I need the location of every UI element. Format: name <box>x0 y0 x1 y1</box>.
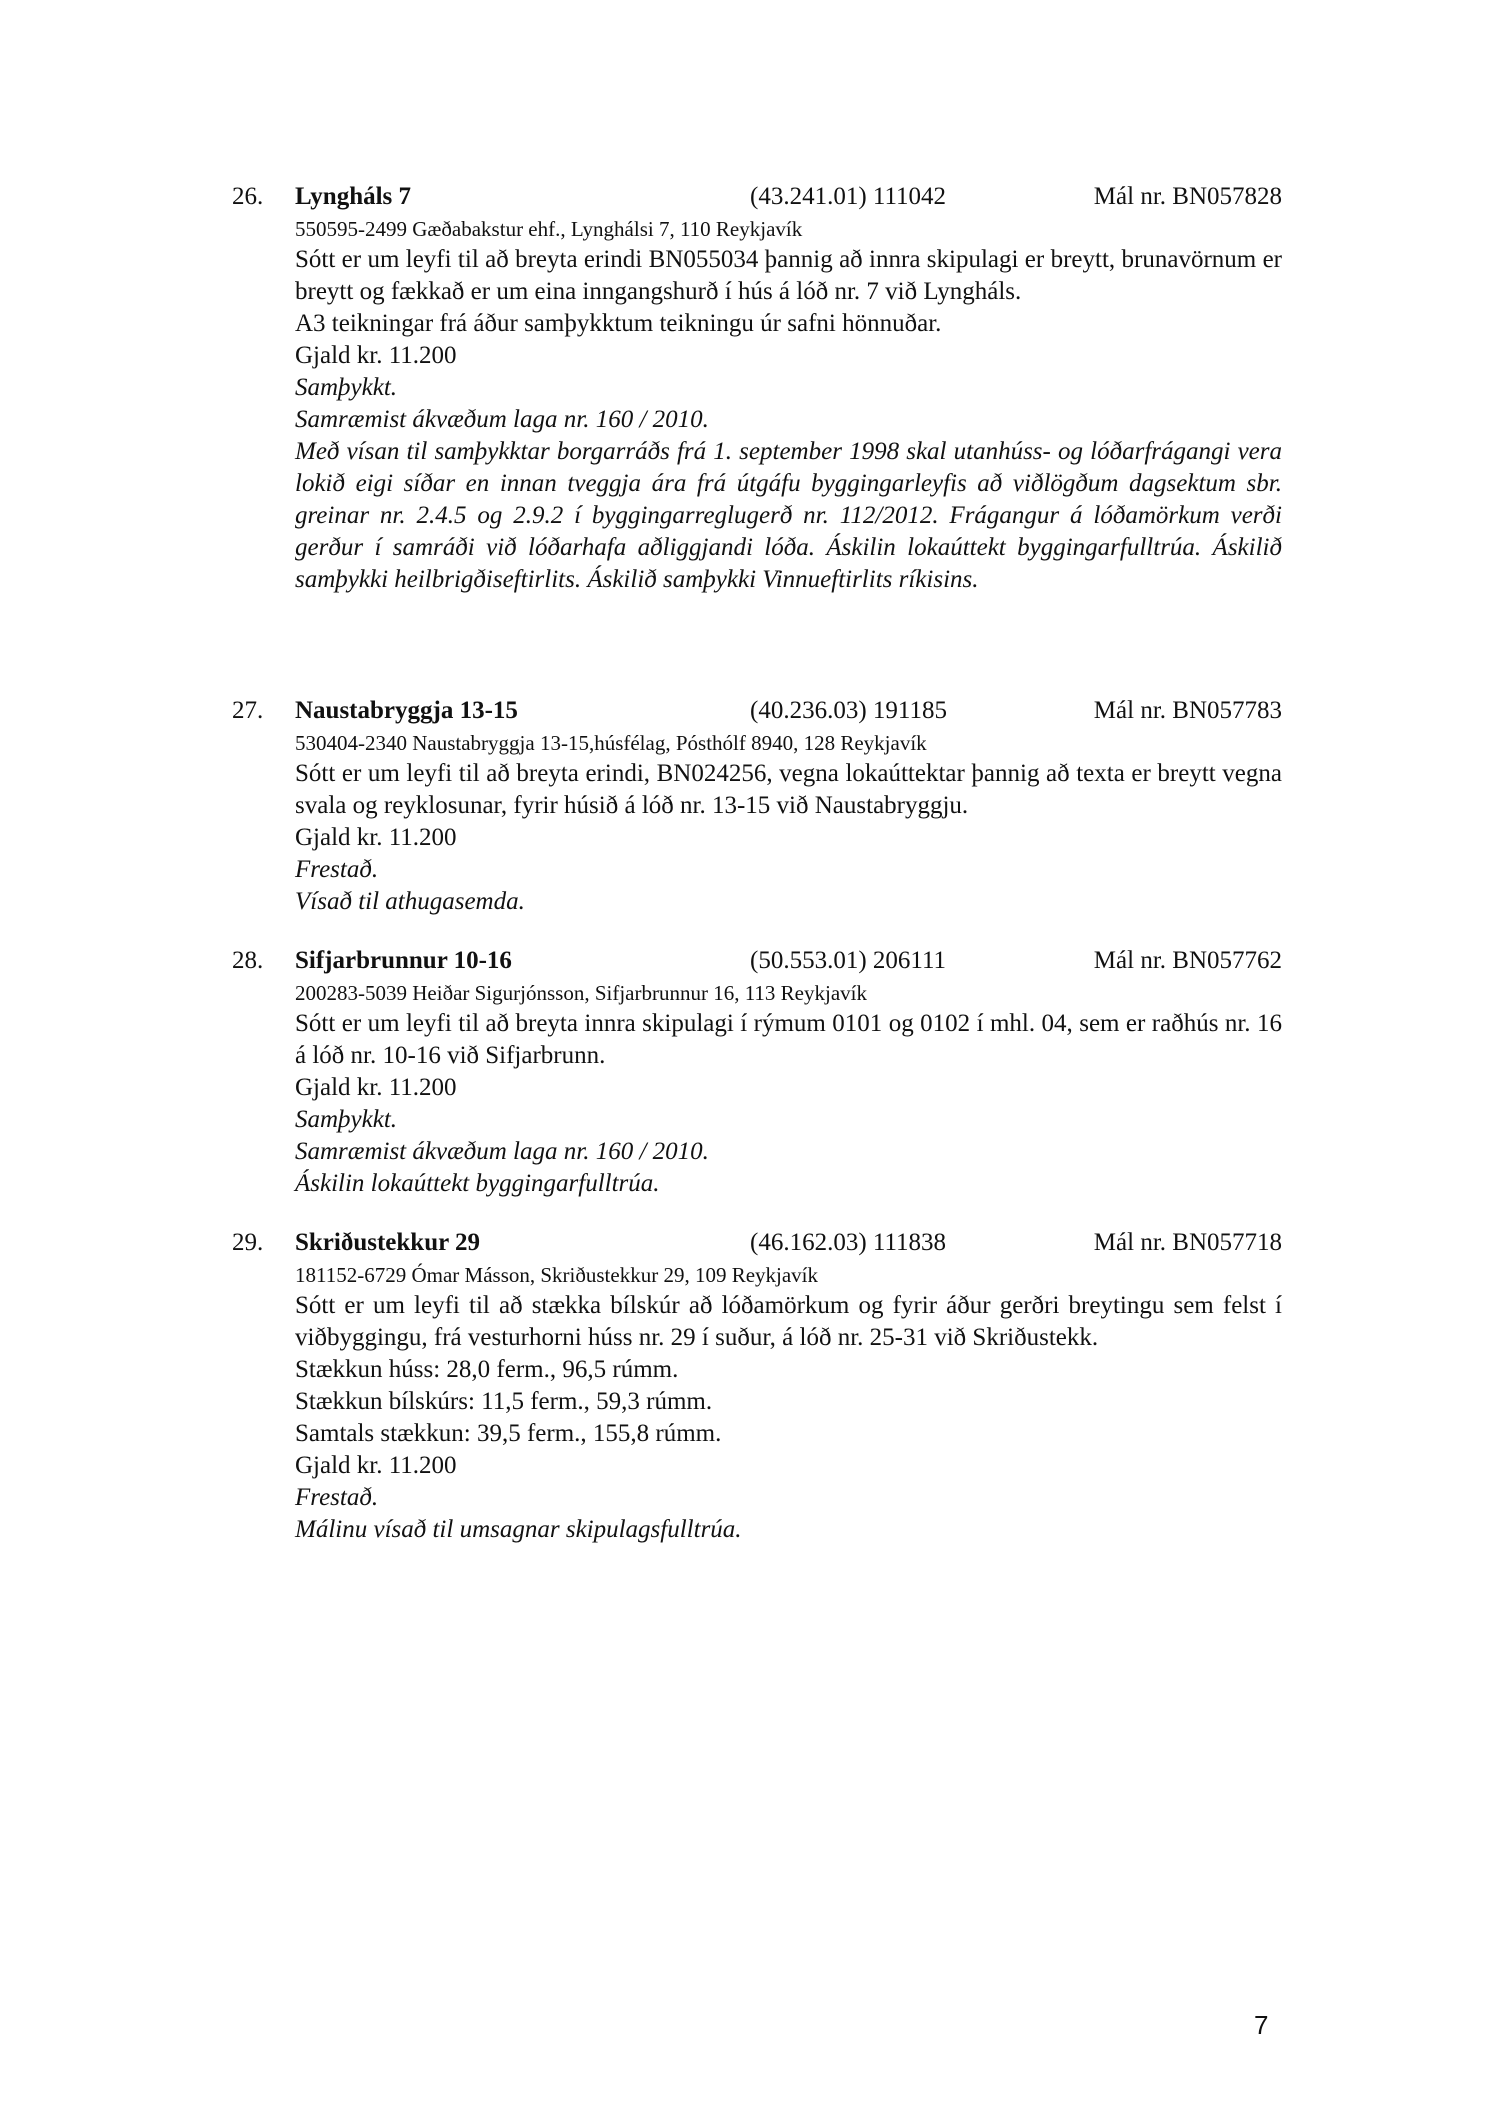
case-id: Mál nr. BN057718 <box>1093 1229 1282 1256</box>
property-reference: (46.162.03) 111838 <box>750 1229 947 1256</box>
description: Sótt er um leyfi til að breyta erindi, BN024256, vegna lokaúttektar þannig að texta er breytt vegna svala og reyklosunar, fyrir húsið á lóð nr. 13-15 við Naustabryggju. <box>295 760 1282 819</box>
case-body <box>295 1260 1282 1546</box>
case-title: Lyngháls 7 <box>295 183 412 210</box>
case-body <box>295 214 1282 596</box>
description: Sótt er um leyfi til að breyta erindi BN055034 þannig að innra skipulagi er breytt, brunavörnum er breytt og fækkað er um eina inngangshurð í hús á lóð nr. 7 við Lyngháls. <box>295 246 1282 305</box>
applicant: 550595-2499 Gæðabakstur ehf., Lynghálsi 7, 110 Reykjavík <box>295 217 803 241</box>
case-title: Sifjarbrunnur 10-16 <box>295 947 512 974</box>
decision: Samþykkt. <box>295 374 398 401</box>
detail-line: Stækkun húss: 28,0 ferm., 96,5 rúmm. <box>295 1356 679 1383</box>
case-29 <box>232 1226 1282 1546</box>
fee-line: Gjald kr. 11.200 <box>295 1452 457 1479</box>
page-number: 7 <box>1254 2010 1269 2040</box>
applicant: 530404-2340 Naustabryggja 13-15,húsfélag, Pósthólf 8940, 128 Reykjavík <box>295 731 927 755</box>
note: Samræmist ákvæðum laga nr. 160 / 2010. <box>295 406 709 433</box>
case-header <box>232 694 1282 728</box>
case-number: 27. <box>232 697 264 724</box>
case-header <box>232 1226 1282 1260</box>
applicant: 200283-5039 Heiðar Sigurjónsson, Sifjarbrunnur 16, 113 Reykjavík <box>295 981 867 1005</box>
case-number: 26. <box>232 183 264 210</box>
property-reference: (50.553.01) 206111 <box>750 947 947 974</box>
case-27 <box>232 694 1282 918</box>
note: Áskilin lokaúttekt byggingarfulltrúa. <box>295 1170 660 1197</box>
note: Vísað til athugasemda. <box>295 888 525 915</box>
case-id: Mál nr. BN057762 <box>1093 947 1282 974</box>
note: Málinu vísað til umsagnar skipulagsfulltrúa. <box>295 1516 742 1543</box>
note: Samræmist ákvæðum laga nr. 160 / 2010. <box>295 1138 709 1165</box>
case-title: Skriðustekkur 29 <box>295 1229 481 1256</box>
detail-line: A3 teikningar frá áður samþykktum teikningu úr safni hönnuðar. <box>295 310 942 337</box>
decision: Frestað. <box>295 1484 379 1511</box>
case-body <box>295 978 1282 1200</box>
decision: Frestað. <box>295 856 379 883</box>
description: Sótt er um leyfi til að stækka bílskúr að lóðamörkum og fyrir áður gerðri breytingu sem felst í viðbyggingu, frá vesturhorni húss nr. 29 í suður, á lóð nr. 25-31 við Skriðustekk. <box>295 1292 1282 1351</box>
description: Sótt er um leyfi til að breyta innra skipulagi í rýmum 0101 og 0102 í mhl. 04, sem er raðhús nr. 16 á lóð nr. 10-16 við Sifjarbrunn. <box>295 1010 1282 1069</box>
property-reference: (43.241.01) 111042 <box>750 183 947 210</box>
case-28 <box>232 944 1282 1200</box>
case-number: 28. <box>232 947 264 974</box>
case-header <box>232 944 1282 978</box>
decision: Samþykkt. <box>295 1106 398 1133</box>
fee-line: Gjald kr. 11.200 <box>295 342 457 369</box>
detail-line: Stækkun bílskúrs: 11,5 ferm., 59,3 rúmm. <box>295 1388 713 1415</box>
case-title: Naustabryggja 13-15 <box>295 697 518 724</box>
case-id: Mál nr. BN057783 <box>1093 697 1282 724</box>
case-26 <box>232 180 1282 596</box>
applicant: 181152-6729 Ómar Másson, Skriðustekkur 29, 109 Reykjavík <box>295 1263 819 1287</box>
case-number: 29. <box>232 1229 264 1256</box>
case-header <box>232 180 1282 214</box>
fee-line: Gjald kr. 11.200 <box>295 1074 457 1101</box>
case-body <box>295 728 1282 918</box>
detail-line: Samtals stækkun: 39,5 ferm., 155,8 rúmm. <box>295 1420 722 1447</box>
case-id: Mál nr. BN057828 <box>1093 183 1282 210</box>
property-reference: (40.236.03) 191185 <box>750 697 947 724</box>
note: Með vísan til samþykktar borgarráðs frá 1. september 1998 skal utanhúss- og lóðarfrágangi vera lokið eigi síðar en innan tveggja ára frá útgáfu byggingarleyfis að viðlögðum dagsektum sbr. greinar nr. 2.4.5 og 2.9.2 í byggingarreglugerð nr. 112/2012. Frágangur á lóðamörkum verði gerður í samráði við lóðarhafa aðliggjandi lóða. Áskilin lokaúttekt byggingarfulltrúa. Áskilið samþykki heilbrigðiseftirlits. Áskilið samþykki Vinnueftirlits ríkisins. <box>295 438 1282 593</box>
fee-line: Gjald kr. 11.200 <box>295 824 457 851</box>
